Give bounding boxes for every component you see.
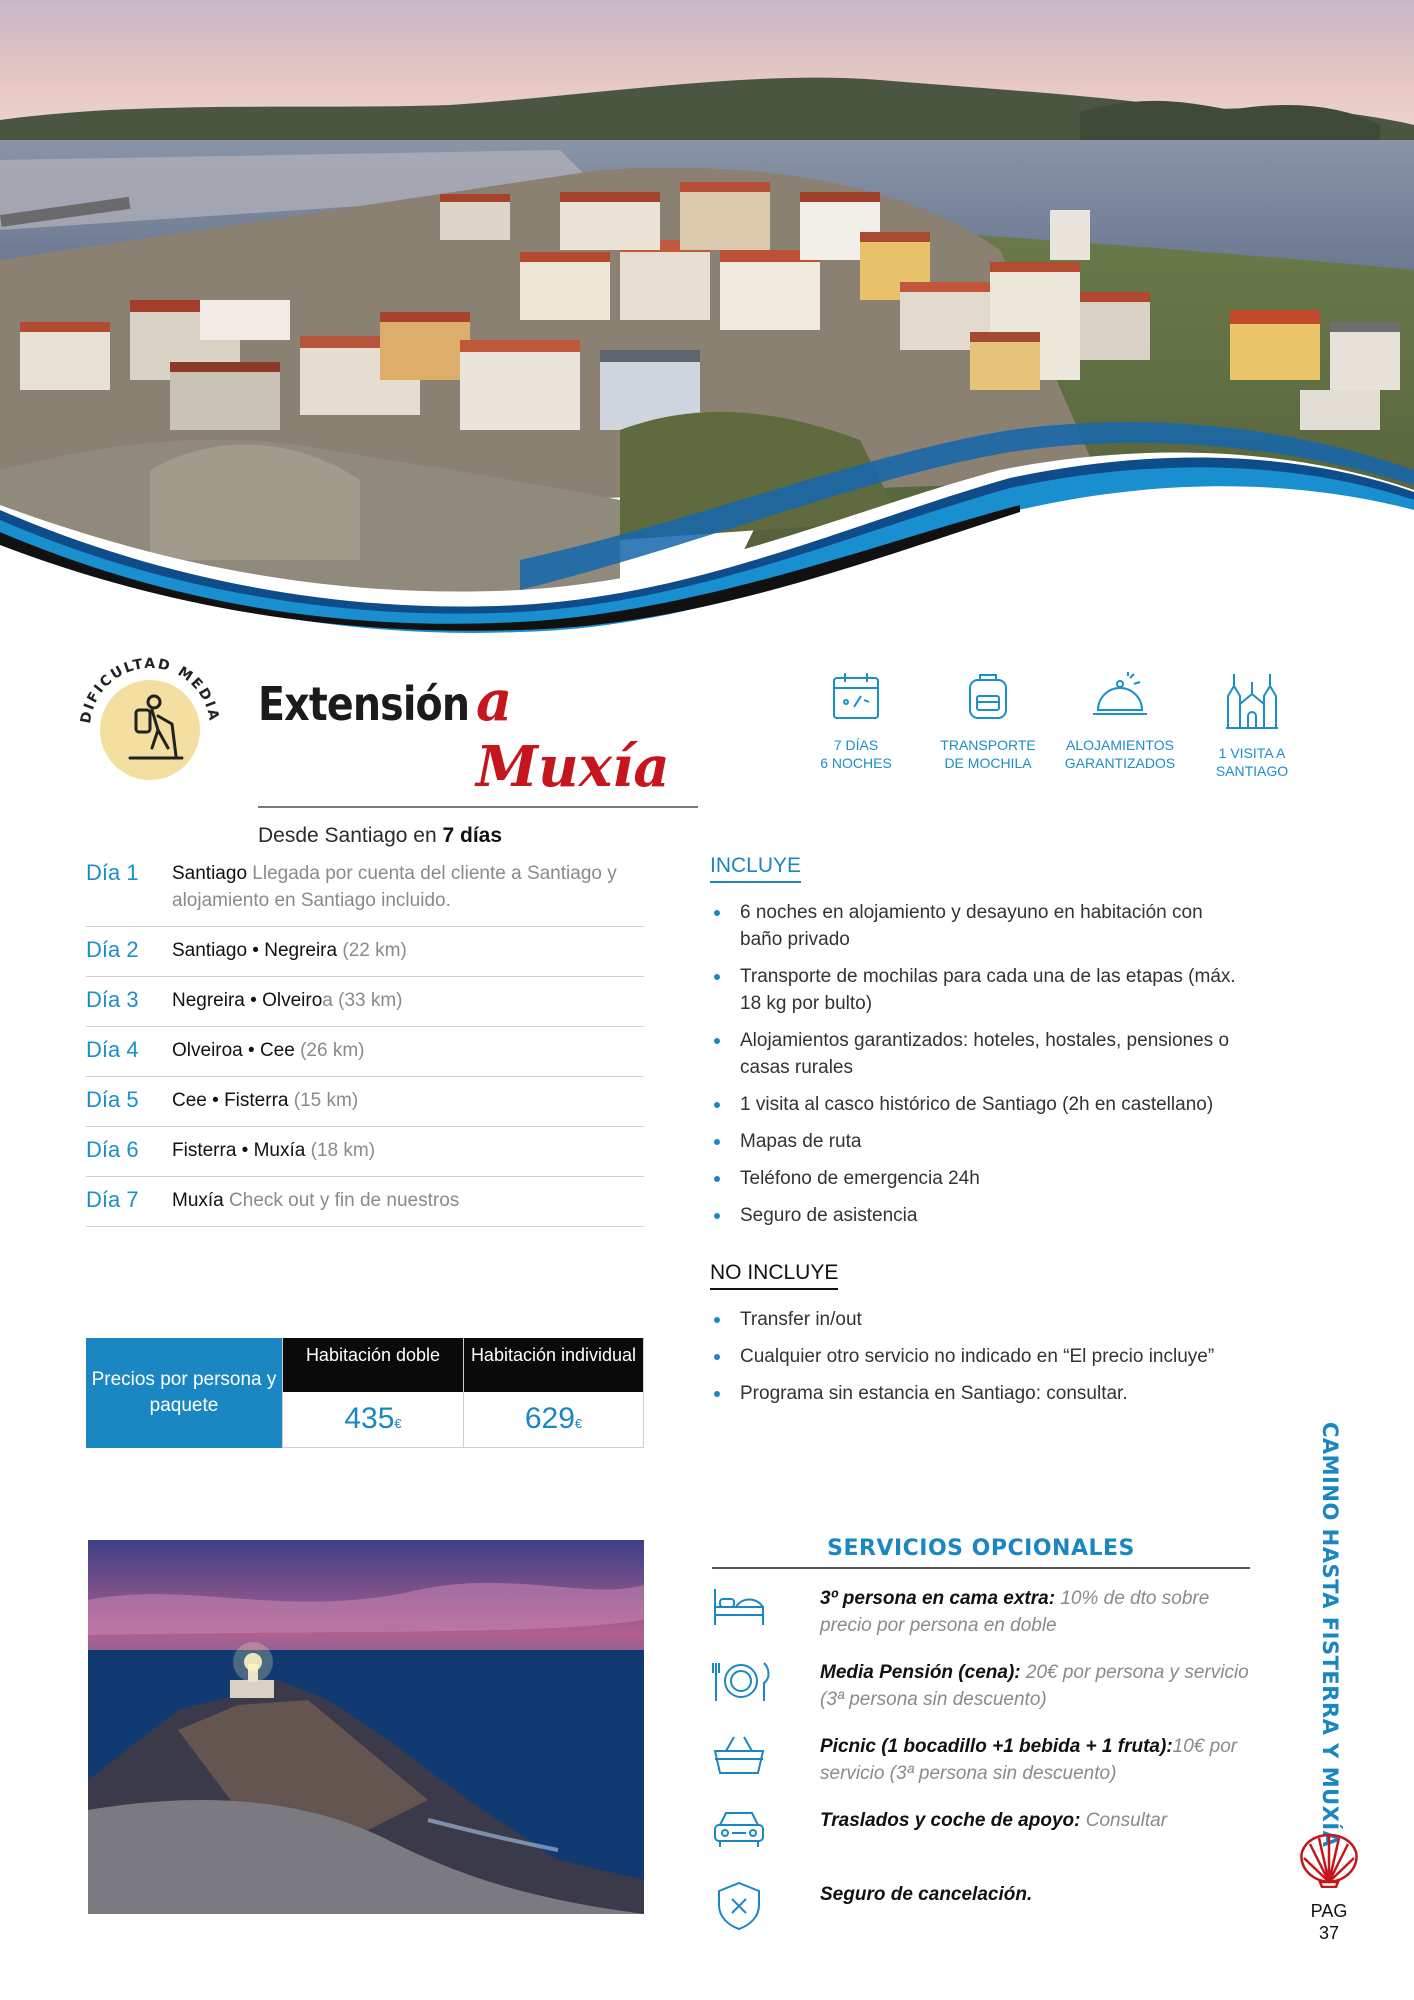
- day-note: (15 km): [288, 1090, 359, 1111]
- day-note: (26 km): [294, 1040, 365, 1061]
- price-currency: €: [394, 1416, 402, 1431]
- day-route: Fisterra • Muxía: [172, 1140, 306, 1161]
- price-label: Precios por persona y paquete: [86, 1338, 282, 1448]
- price-value: [283, 1392, 463, 1448]
- includes-item: Mapas de ruta: [710, 1128, 1250, 1155]
- page-subtitle: [258, 824, 698, 848]
- day-description: [172, 1037, 365, 1064]
- optional-name: Traslados y coche de apoyo:: [820, 1810, 1081, 1831]
- backpack-icon: [963, 670, 1013, 722]
- includes-section: [710, 854, 1250, 1417]
- shield-icon: [712, 1881, 774, 1936]
- day-note: (18 km): [305, 1140, 376, 1161]
- day-description: [172, 987, 403, 1014]
- day-number: Día 7: [86, 1187, 139, 1212]
- optional-detail: Consultar: [1080, 1810, 1168, 1831]
- optional-item: [712, 1585, 1250, 1643]
- feature-icons-row: [790, 670, 1318, 780]
- includes-item: 1 visita al casco histórico de Santiago (2h en castellano): [710, 1091, 1250, 1118]
- picnic-basket-icon: [712, 1733, 774, 1782]
- optional-text: [820, 1881, 1032, 1908]
- optional-item: [712, 1659, 1250, 1717]
- optional-text: [820, 1733, 1250, 1787]
- feature-label: ALOJAMIENTOS GARANTIZADOS: [1064, 737, 1176, 771]
- hero-photo-muxia: [0, 0, 1414, 640]
- not-includes-item: Programa sin estancia en Santiago: consultar.: [710, 1380, 1250, 1407]
- day-description: [172, 1187, 459, 1214]
- optional-title: SERVICIOS OPCIONALES: [712, 1536, 1250, 1569]
- optional-item: [712, 1881, 1250, 1939]
- not-includes-list: [710, 1306, 1250, 1407]
- itinerary-day: [86, 977, 644, 1027]
- day-route: Santiago: [172, 863, 248, 884]
- day-description: [172, 937, 407, 964]
- day-route: Olveiroa • Cee: [172, 1040, 295, 1061]
- optional-text: [820, 1585, 1250, 1639]
- day-route: Negreira • Olveiro: [172, 990, 323, 1011]
- optional-text: [820, 1659, 1250, 1713]
- itinerary-day: [86, 927, 644, 977]
- includes-item: Teléfono de emergencia 24h: [710, 1165, 1250, 1192]
- feature-visit: [1186, 670, 1318, 780]
- difficulty-badge: [72, 648, 222, 798]
- includes-item: Seguro de asistencia: [710, 1202, 1250, 1229]
- day-number: Día 2: [86, 937, 139, 962]
- day-route: Santiago • Negreira: [172, 940, 338, 961]
- includes-item: 6 noches en alojamiento y desayuno en habitación con baño privado: [710, 899, 1250, 953]
- calendar-icon: [831, 670, 881, 722]
- title-block: [258, 668, 698, 848]
- includes-item: Alojamientos garantizados: hoteles, hostales, pensiones o casas rurales: [710, 1027, 1250, 1081]
- page-label-text: PAG: [1310, 1901, 1348, 1921]
- itinerary-list: [86, 850, 644, 1227]
- optional-name: Media Pensión (cena):: [820, 1662, 1021, 1683]
- day-number: Día 5: [86, 1087, 139, 1112]
- itinerary-day: [86, 1077, 644, 1127]
- day-number: Día 1: [86, 860, 139, 885]
- optional-text: [820, 1807, 1167, 1834]
- cathedral-icon: [1224, 670, 1280, 730]
- side-title: [1312, 1422, 1342, 1848]
- feature-lodging: [1054, 670, 1186, 780]
- bed-icon: [712, 1585, 774, 1634]
- optional-name: Picnic (1 bocadillo +1 bebida + 1 fruta):: [820, 1736, 1173, 1757]
- not-includes-item: Cualquier otro servicio no indicado en “El precio incluye”: [710, 1343, 1250, 1370]
- price-currency: €: [574, 1416, 583, 1431]
- feature-label: TRANSPORTE DE MOCHILA: [940, 737, 1036, 771]
- title-prefix: Extensión: [258, 677, 470, 731]
- feature-label: 7 DÍAS 6 NOCHES: [820, 737, 892, 771]
- day-note: Check out y fin de nuestros: [223, 1190, 460, 1211]
- optional-detail: 20€ por persona y servicio (3ª persona sin descuento): [820, 1662, 1249, 1710]
- badge-text: DIFICULTAD MEDIA: [77, 655, 222, 725]
- includes-title: INCLUYE: [710, 854, 801, 883]
- day-number: Día 3: [86, 987, 139, 1012]
- day-note: a (33 km): [322, 990, 403, 1011]
- coastal-town-illustration: [0, 0, 1414, 640]
- title-script: a Muxía: [476, 668, 670, 800]
- day-note: Llegada por cuenta del cliente a Santiago y alojamiento en Santiago incluido.: [172, 863, 617, 911]
- optional-services: [712, 1536, 1250, 1939]
- price-amount: 435: [344, 1402, 395, 1435]
- price-column-single: [463, 1338, 644, 1448]
- side-title-text: CAMINO HASTA FISTERRA Y MUXÍA: [1318, 1422, 1342, 1848]
- optional-item: [712, 1807, 1250, 1865]
- day-number: Día 6: [86, 1137, 139, 1162]
- price-table: [86, 1338, 644, 1448]
- day-description: [172, 1137, 375, 1164]
- itinerary-day: [86, 850, 644, 927]
- itinerary-day: [86, 1127, 644, 1177]
- price-amount: 629: [524, 1402, 575, 1435]
- plate-icon: [712, 1659, 774, 1708]
- feature-label: 1 VISITA A SANTIAGO: [1215, 745, 1289, 779]
- itinerary-day: [86, 1027, 644, 1077]
- feature-luggage: [922, 670, 1054, 780]
- page-number: [1296, 1900, 1362, 1944]
- feature-duration: [790, 670, 922, 780]
- service-bell-icon: [1090, 670, 1150, 722]
- not-includes-title: NO INCLUYE: [710, 1261, 838, 1290]
- scallop-shell-icon: [1296, 1832, 1362, 1893]
- price-header: Habitación doble: [283, 1338, 463, 1392]
- includes-list: [710, 899, 1250, 1229]
- not-includes-item: Transfer in/out: [710, 1306, 1250, 1333]
- day-route: Cee • Fisterra: [172, 1090, 289, 1111]
- optional-item: [712, 1733, 1250, 1791]
- day-route: Muxía: [172, 1190, 224, 1211]
- price-value: [464, 1392, 643, 1448]
- optional-detail: 10% de dto sobre precio por persona en doble: [820, 1588, 1210, 1636]
- page-title: [258, 668, 698, 808]
- optional-detail: 10€ por servicio (3ª persona sin descuento): [820, 1736, 1238, 1784]
- price-column-double: [282, 1338, 463, 1448]
- subtitle-duration: 7 días: [442, 824, 503, 847]
- optional-name: Seguro de cancelación.: [820, 1884, 1033, 1905]
- subtitle-prefix: Desde Santiago en: [258, 824, 437, 847]
- day-number: Día 4: [86, 1037, 139, 1062]
- day-description: [172, 1087, 358, 1114]
- price-header: Habitación individual: [464, 1338, 643, 1392]
- day-description: [172, 860, 644, 914]
- not-includes-section: [710, 1261, 1250, 1407]
- includes-item: Transporte de mochilas para cada una de las etapas (máx. 18 kg por bulto): [710, 963, 1250, 1017]
- car-icon: [712, 1807, 774, 1856]
- page-number-text: 37: [1318, 1923, 1340, 1943]
- optional-name: 3º persona en cama extra:: [820, 1588, 1056, 1609]
- day-note: (22 km): [337, 940, 407, 961]
- lighthouse-photo: [88, 1540, 644, 1914]
- itinerary-day: [86, 1177, 644, 1227]
